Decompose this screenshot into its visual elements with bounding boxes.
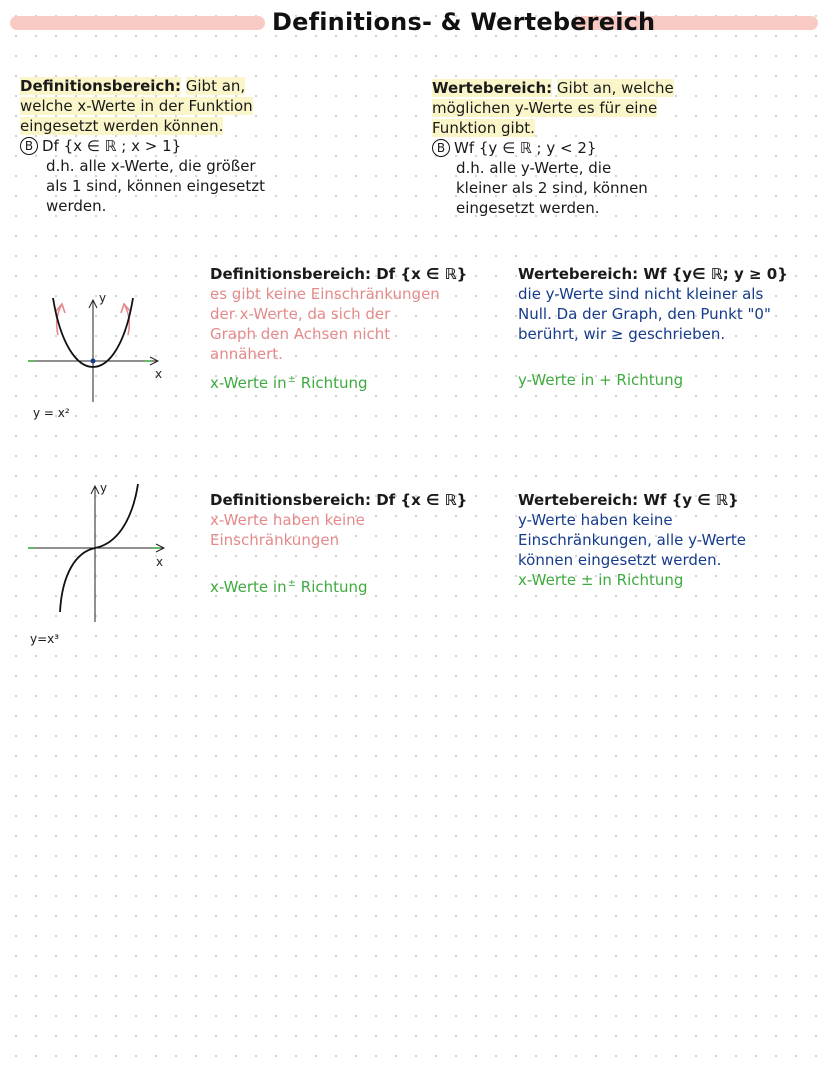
graph2-y-label: y: [100, 481, 108, 495]
graph1-x-label: x: [155, 367, 163, 381]
graph1-formula: y = x²: [33, 406, 70, 420]
example2-def-line: Einschränkungen: [210, 531, 340, 549]
example1-def-direction: x-Werte in: [210, 374, 287, 392]
graph2-x-label: x: [156, 555, 164, 569]
graph2-formula: y=x³: [30, 632, 60, 646]
example2-definition: [210, 490, 467, 597]
definitions-expl2: als 1 sind, können eingesetzt: [46, 177, 265, 195]
range-expl2: kleiner als 2 sind, können: [456, 179, 648, 197]
example-marker: B: [20, 137, 38, 155]
definitions-text1: Gibt an,: [185, 77, 246, 95]
example1-def-line: es gibt keine Einschränkungen: [210, 285, 440, 303]
example1-def-line: Graph den Achsen nicht: [210, 325, 391, 343]
example1-range: [518, 264, 788, 390]
plus-minus-sign: ±: [287, 374, 296, 385]
definitions-expl3: werden.: [46, 197, 107, 215]
definitions-example-set: Df {x ∈ ℝ ; x > 1}: [42, 137, 182, 155]
example2-def-direction: x-Werte in: [210, 578, 287, 596]
definitions-expl1: d.h. alle x-Werte, die größer: [46, 157, 256, 175]
range-line3: Funktion gibt.: [432, 119, 535, 137]
range-example-set: Wf {y ∈ ℝ ; y < 2}: [454, 139, 597, 157]
title-highlight-left: [10, 16, 265, 30]
example1-def-line: annähert.: [210, 345, 283, 363]
graph1-origin-point: [91, 359, 96, 364]
definitions-line3: eingesetzt werden können.: [20, 117, 224, 135]
definitions-label: Definitionsbereich:: [20, 77, 181, 95]
example1-def-line: der x-Werte, da sich der: [210, 305, 391, 323]
range-intro: [432, 78, 674, 218]
example2-range: [518, 490, 746, 590]
example1-definition: [210, 264, 467, 393]
example2-range-direction: x-Werte ± in Richtung: [518, 571, 684, 589]
range-expl3: eingesetzt werden.: [456, 199, 600, 217]
example1-range-line: die y-Werte sind nicht kleiner als: [518, 285, 764, 303]
example1-def-direction-end: Richtung: [300, 374, 368, 392]
example1-def-title: Definitionsbereich: Df {x ∈ ℝ}: [210, 265, 468, 283]
example1-range-title: Wertebereich: Wf {y∈ ℝ; y ≥ 0}: [518, 265, 788, 283]
range-label: Wertebereich:: [432, 79, 553, 97]
example2-range-line: y-Werte haben keine: [518, 511, 673, 529]
parabola-graph: [20, 280, 180, 410]
example1-range-line: berührt, wir ≥ geschrieben.: [518, 325, 726, 343]
definitions-line2: welche x-Werte in der Funktion: [20, 97, 253, 115]
plus-minus-sign: ±: [287, 578, 296, 589]
example1-range-direction: y-Werte in + Richtung: [518, 371, 684, 389]
example2-def-line: x-Werte haben keine: [210, 511, 365, 529]
range-line2: möglichen y-Werte es für eine: [432, 99, 658, 117]
graph1-y-label: y: [99, 291, 107, 305]
range-expl1: d.h. alle y-Werte, die: [456, 159, 612, 177]
example2-range-line: können eingesetzt werden.: [518, 551, 722, 569]
example2-def-title: Definitionsbereich: Df {x ∈ ℝ}: [210, 491, 468, 509]
range-text1: Gibt an, welche: [556, 79, 674, 97]
example2-def-direction-end: Richtung: [300, 578, 368, 596]
example1-range-line: Null. Da der Graph, den Punkt "0": [518, 305, 771, 323]
cubic-graph: [20, 478, 180, 628]
page-title: Definitions- & Wertebereich: [272, 8, 656, 36]
example2-range-line: Einschränkungen, alle y-Werte: [518, 531, 747, 549]
definitions-intro: [20, 76, 265, 216]
example2-range-title: Wertebereich: Wf {y ∈ ℝ}: [518, 491, 739, 509]
example-marker: B: [432, 139, 450, 157]
